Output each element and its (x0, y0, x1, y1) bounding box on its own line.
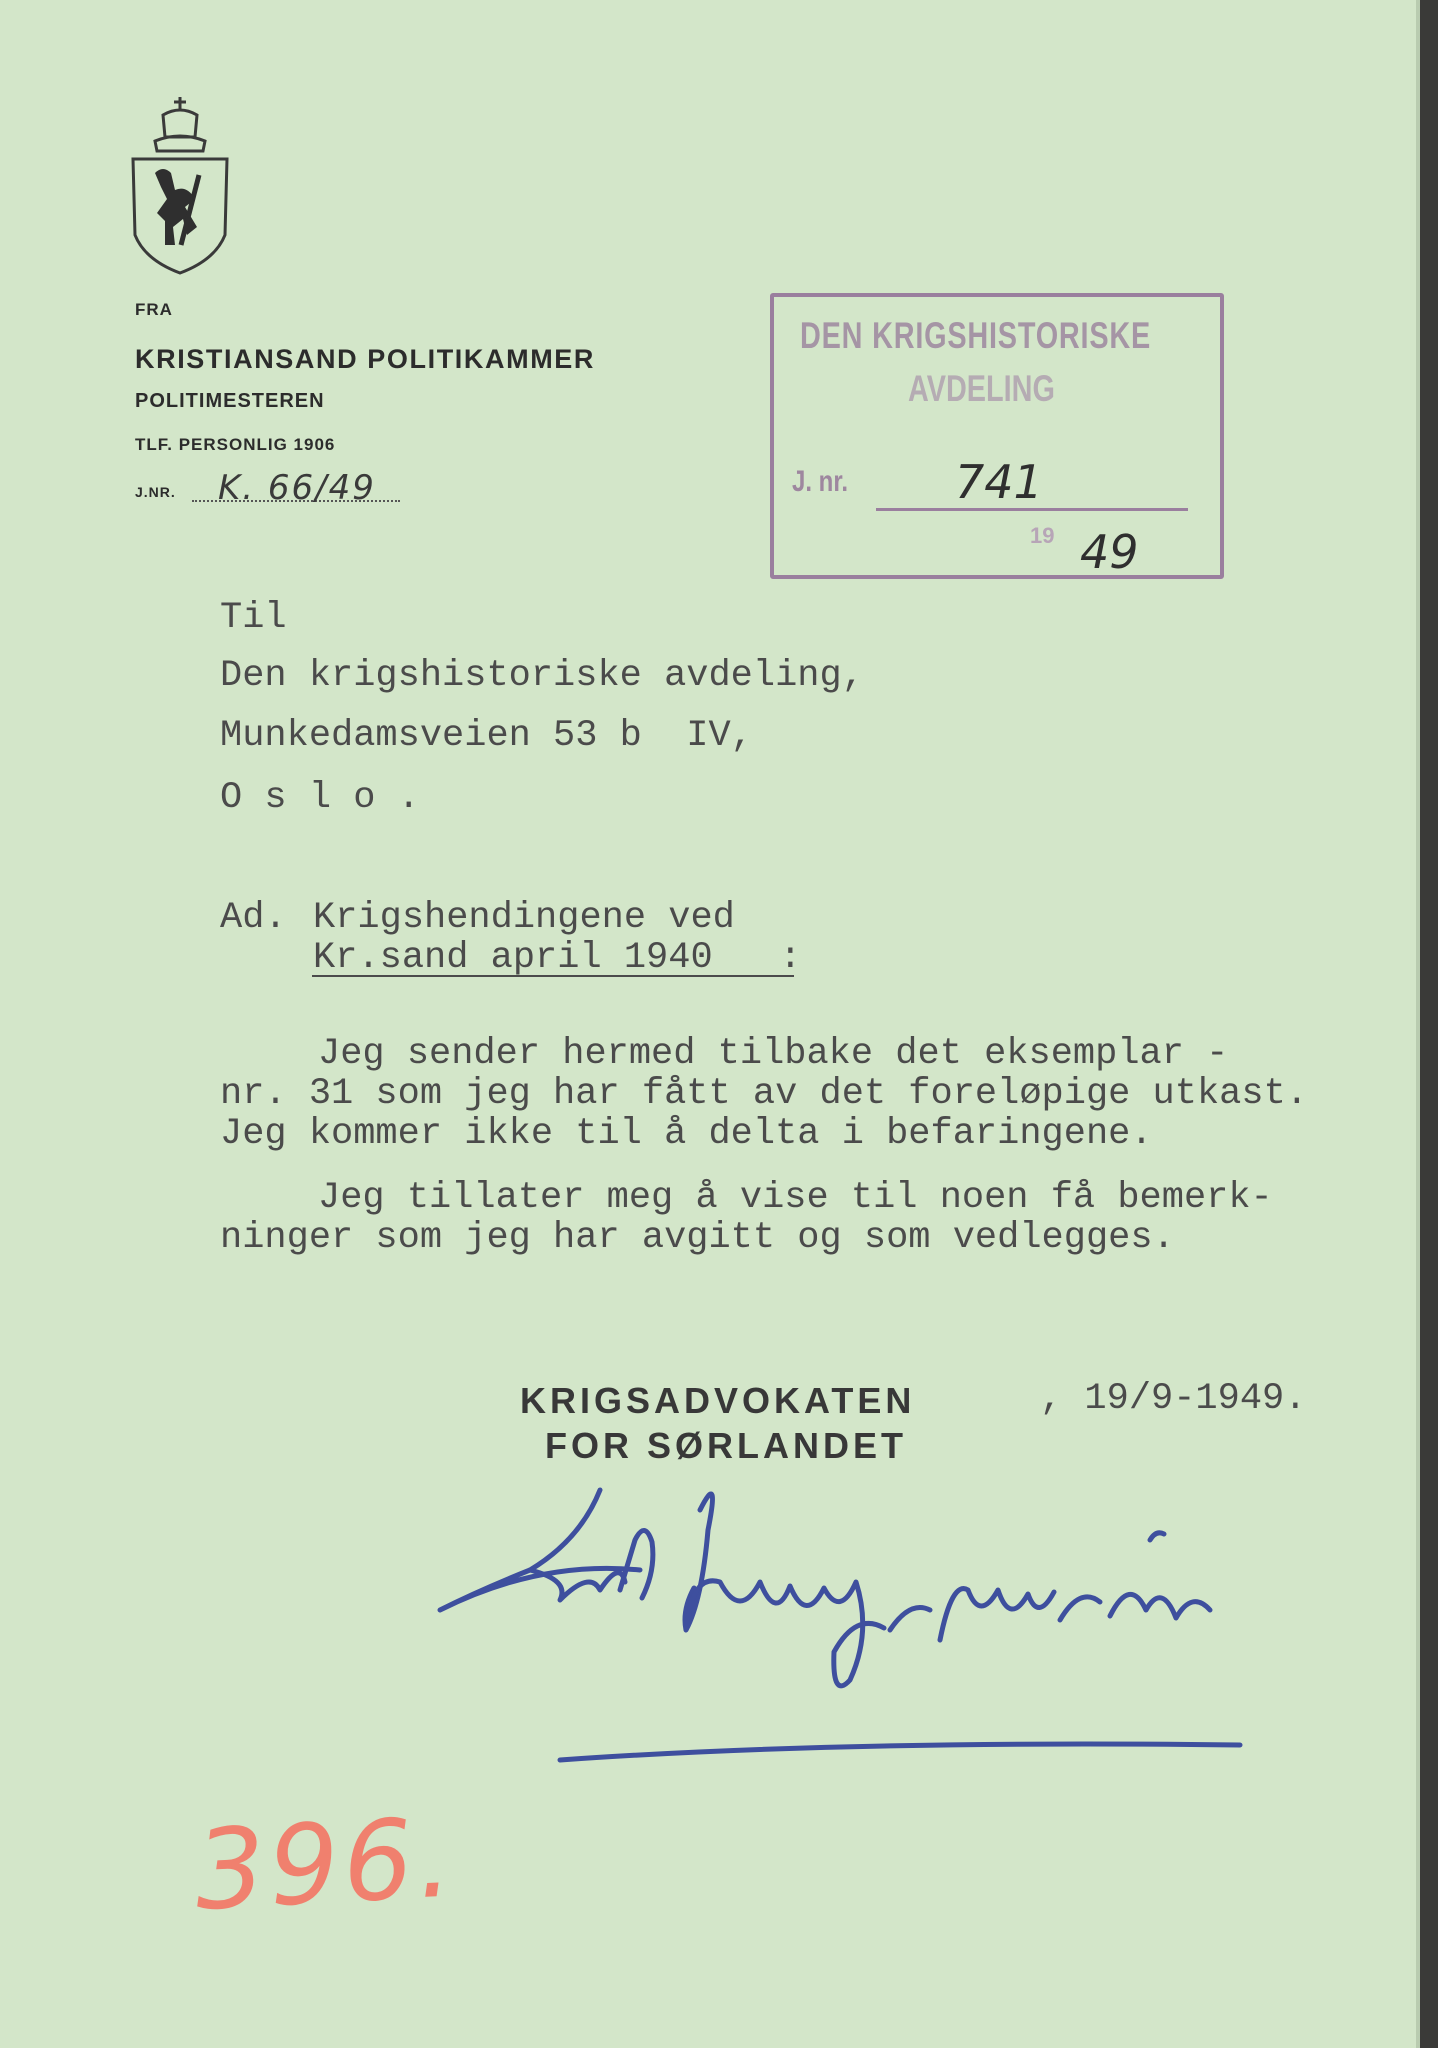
letterhead-from: FRA (135, 300, 173, 319)
stamp-line1: DEN KRIGSHISTORISKE (800, 315, 1152, 356)
scan-border (1420, 0, 1438, 2048)
letterhead-chief: POLITIMESTEREN (135, 390, 325, 412)
signature-title-line1: KRIGSADVOKATEN (520, 1380, 916, 1421)
stamp-journal-label: J. nr. (792, 465, 849, 498)
body-p1-line3: Jeg kommer ikke til å delta i befaringene. (220, 1113, 1153, 1155)
address-line3: O s l o . (220, 777, 420, 819)
coat-of-arms-icon (125, 95, 235, 275)
stamp-year-printed: 19 (1030, 523, 1055, 548)
address-line2: Munkedamsveien 53 b IV, (220, 715, 753, 757)
subject-underline (312, 975, 794, 977)
address-line1: Den krigshistoriske avdeling, (220, 655, 864, 697)
page-number: 396. (191, 1793, 460, 1935)
stamp-year-written: 49 (1080, 525, 1139, 579)
body-p2-line1: Jeg tillater meg å vise til noen få bemerk- (318, 1177, 1273, 1219)
body-p2-line2: ninger som jeg har avgitt og som vedlegges. (220, 1217, 1175, 1259)
stamp-journal-number: 741 (955, 455, 1043, 509)
stamp-line2: AVDELING (908, 368, 1055, 409)
address-to: Til (220, 597, 287, 639)
signature-date: , 19/9-1949. (1040, 1378, 1307, 1420)
journal-number: K. 66/49 (218, 468, 376, 508)
body-p1-line2: nr. 31 som jeg har fått av det foreløpige utkast. (220, 1073, 1308, 1115)
letterhead-office: KRISTIANSAND POLITIKAMMER (135, 344, 595, 374)
subject-line1: Krigshendingene ved (313, 897, 735, 939)
subject-line2: Kr.sand april 1940 : (313, 937, 802, 979)
body-p1-line1: Jeg sender hermed tilbake det eksemplar - (318, 1033, 1229, 1075)
subject-prefix: Ad. (220, 897, 287, 939)
signature-title-line2: FOR SØRLANDET (545, 1425, 907, 1466)
journal-label: J.NR. (135, 484, 176, 500)
handwritten-signature (420, 1470, 1380, 1830)
letterhead-phone: TLF. PERSONLIG 1906 (135, 435, 336, 454)
